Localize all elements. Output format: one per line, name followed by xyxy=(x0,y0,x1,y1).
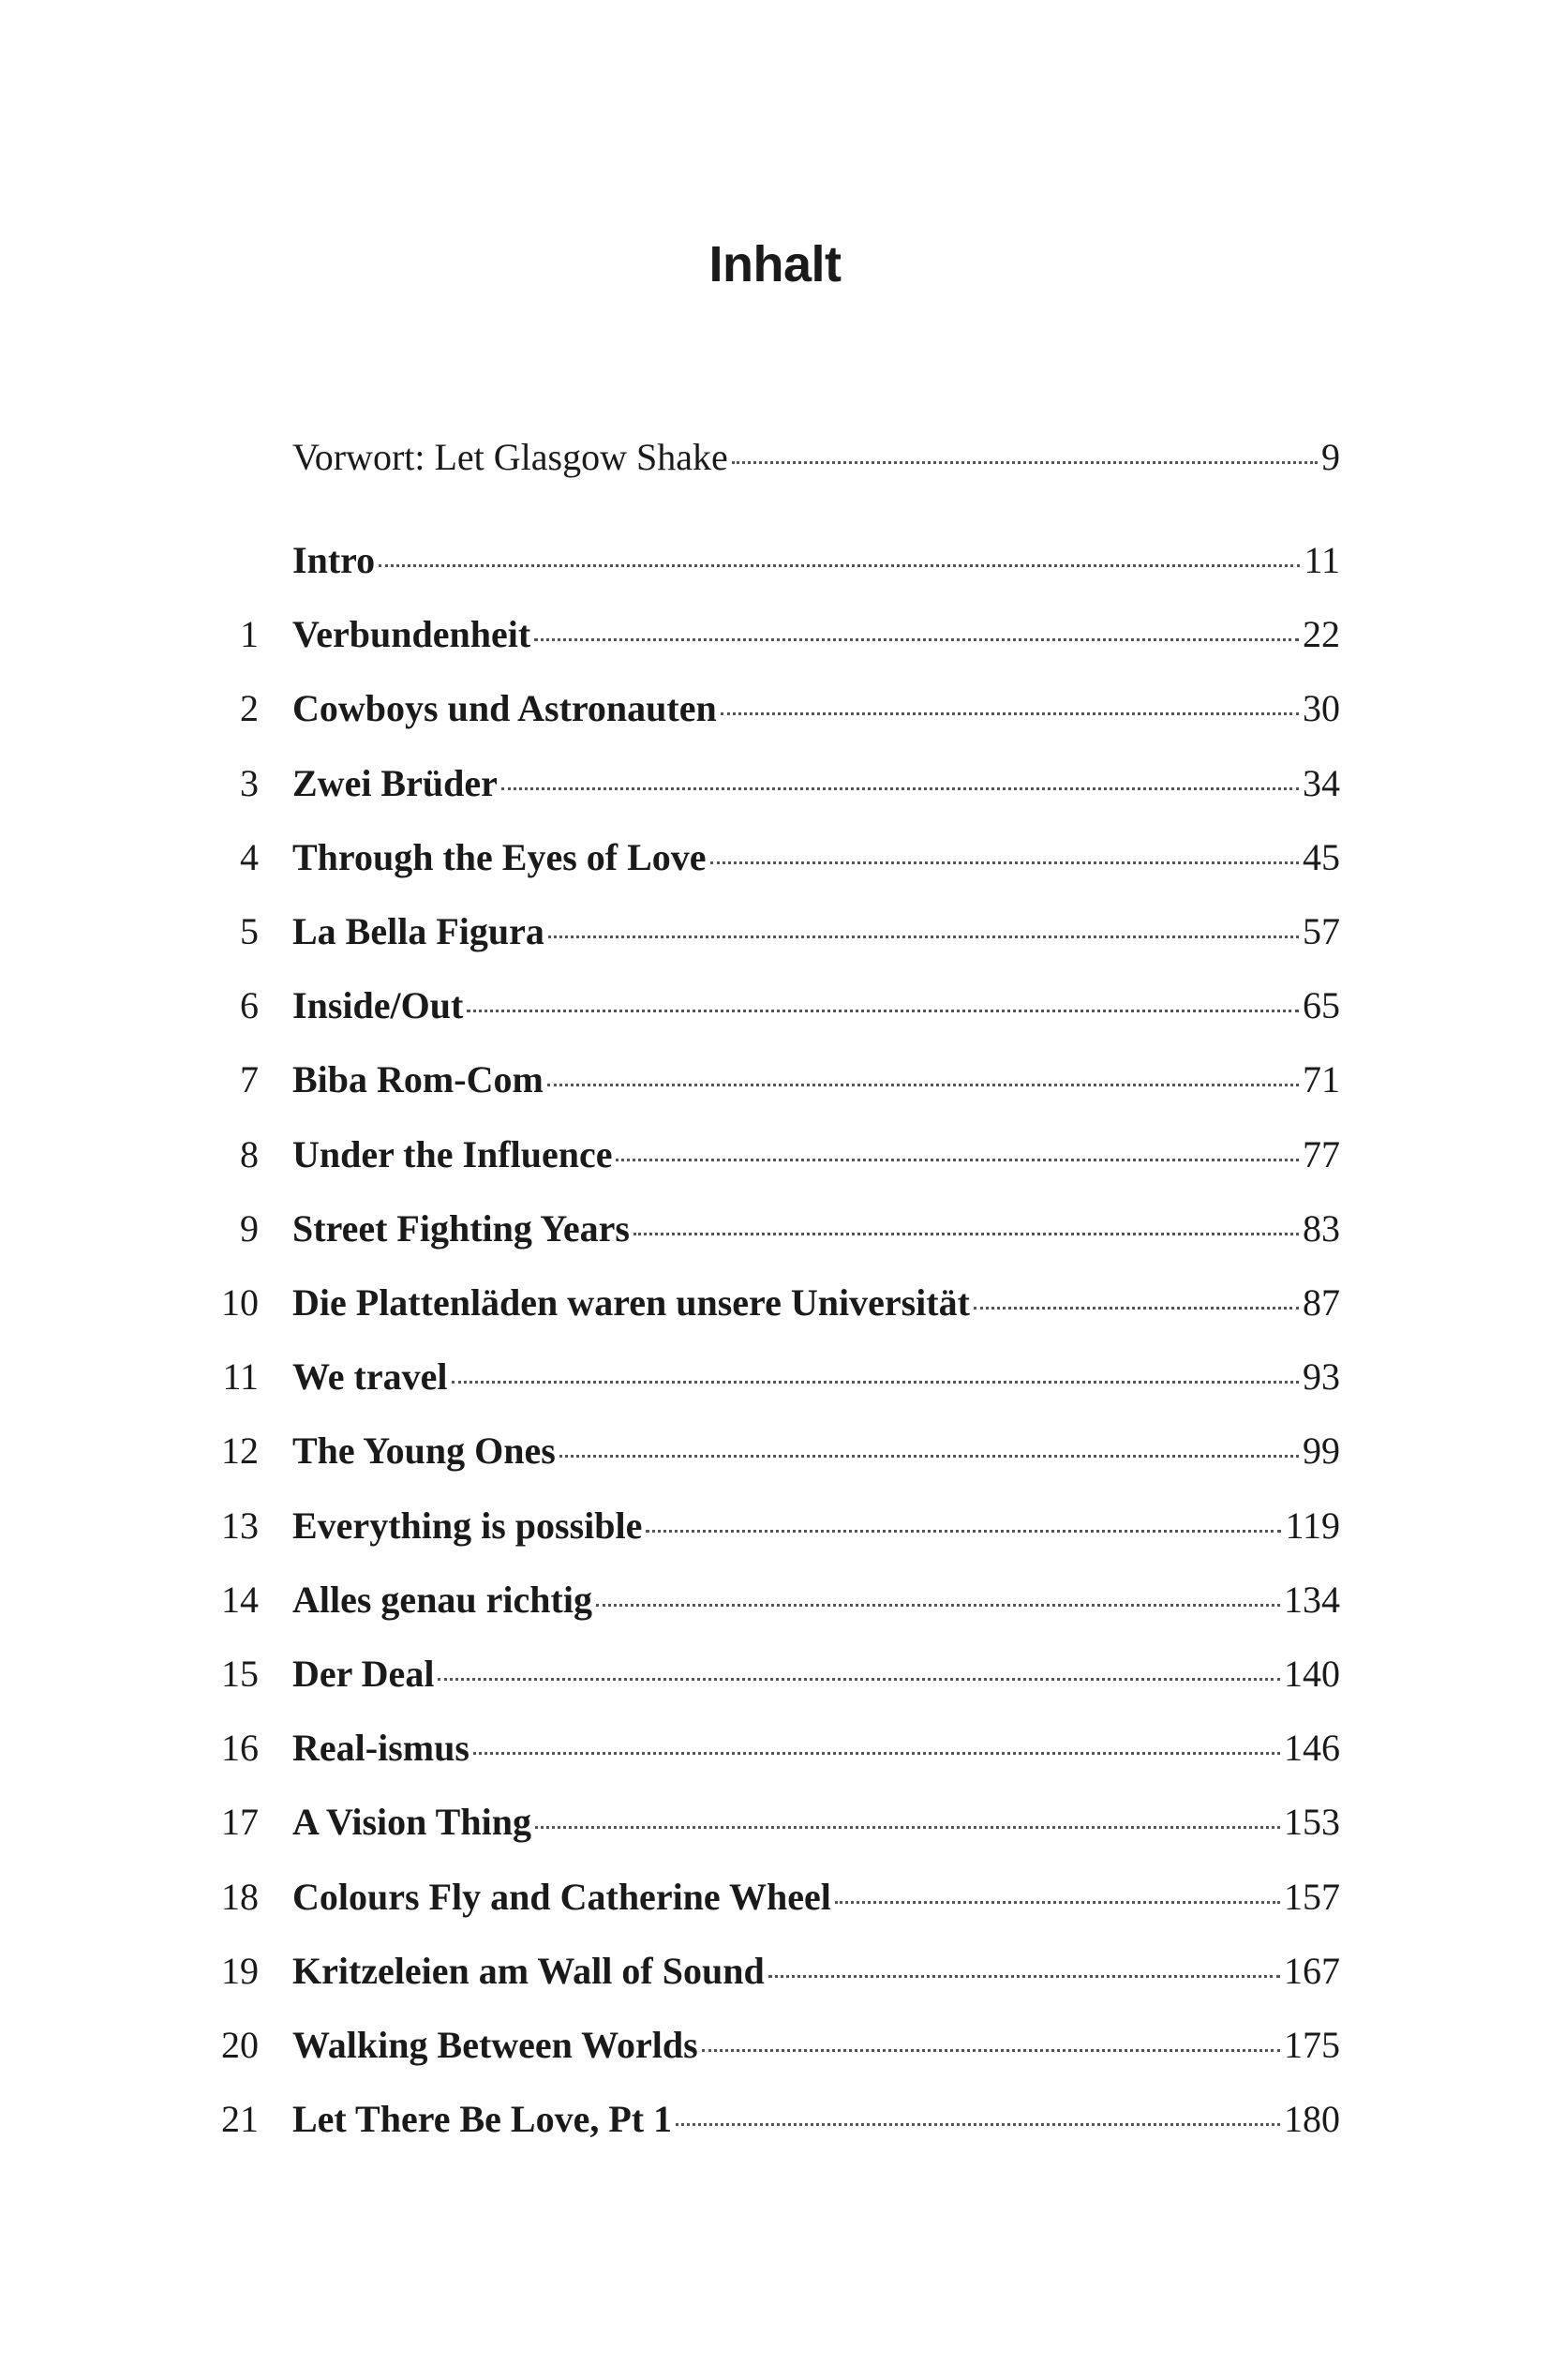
toc-entry-page: 146 xyxy=(1284,1727,1340,1770)
toc-entry xyxy=(187,2017,1340,2073)
toc-entry-number: 4 xyxy=(240,835,259,878)
toc-entry xyxy=(187,830,1340,886)
dot-leader xyxy=(974,1307,1299,1310)
toc-entry-label: Verbundenheit xyxy=(292,613,531,656)
toc-entry-page: 9 xyxy=(1321,436,1340,478)
toc-entry xyxy=(187,1349,1340,1405)
toc-entry-page: 71 xyxy=(1303,1058,1340,1101)
toc-entry-page: 153 xyxy=(1284,1801,1340,1844)
toc-entry xyxy=(187,681,1340,737)
dot-leader xyxy=(768,1975,1280,1978)
dot-leader xyxy=(710,861,1299,864)
dot-leader xyxy=(473,1752,1280,1755)
toc-entry-number: 11 xyxy=(222,1355,259,1399)
toc-entry-label: Kritzeleien am Wall of Sound xyxy=(292,1949,765,1992)
dot-leader xyxy=(501,787,1299,790)
toc-entry-number: 19 xyxy=(221,1949,259,1992)
toc-entry xyxy=(187,606,1340,663)
toc-entry xyxy=(187,1869,1340,1925)
dot-leader xyxy=(559,1455,1299,1458)
toc-entry-page: 140 xyxy=(1284,1653,1340,1695)
toc-entry xyxy=(187,532,1340,589)
toc-entry-page: 22 xyxy=(1303,613,1340,656)
dot-leader xyxy=(835,1901,1280,1904)
toc-entry-page: 83 xyxy=(1303,1206,1340,1250)
toc-entry-label: A Vision Thing xyxy=(292,1801,531,1844)
dot-leader xyxy=(379,564,1300,567)
toc-entry-page: 93 xyxy=(1303,1355,1340,1399)
toc-entry-number: 5 xyxy=(240,910,259,952)
toc-entry-label: Through the Eyes of Love xyxy=(292,835,707,878)
dot-leader xyxy=(438,1678,1280,1681)
toc-entry-label: Zwei Brüder xyxy=(292,761,498,804)
toc-entry-number: 9 xyxy=(240,1206,259,1250)
dot-leader xyxy=(534,638,1299,641)
toc-entry-number: 7 xyxy=(240,1058,259,1101)
toc-entry-number: 3 xyxy=(240,761,259,804)
toc-entry-number: 17 xyxy=(221,1801,259,1844)
toc-entry-number: 14 xyxy=(221,1578,259,1621)
toc-entry-page: 175 xyxy=(1284,2024,1340,2066)
toc-entry-page: 134 xyxy=(1284,1578,1340,1621)
toc-entry xyxy=(187,1498,1340,1554)
toc-entry-label: Under the Influence xyxy=(292,1132,613,1175)
toc-entry xyxy=(187,1423,1340,1479)
toc-entry xyxy=(187,904,1340,960)
toc-entry-page: 30 xyxy=(1303,687,1340,730)
toc-entry-page: 157 xyxy=(1284,1875,1340,1918)
dot-leader xyxy=(548,936,1299,938)
toc-entry-label: Inside/Out xyxy=(292,984,464,1027)
toc-entry-number: 15 xyxy=(221,1653,259,1695)
page-title: Inhalt xyxy=(708,236,842,292)
toc-entry-page: 34 xyxy=(1303,761,1340,804)
toc-entry xyxy=(187,1572,1340,1628)
toc-entry-number: 12 xyxy=(221,1429,259,1473)
toc-entry-number: 18 xyxy=(221,1875,259,1918)
toc-entry-page: 99 xyxy=(1303,1429,1340,1473)
toc-entry-page: 45 xyxy=(1303,835,1340,878)
toc-entry-label: Everything is possible xyxy=(292,1504,643,1547)
toc-entry-label: Vorwort: Let Glasgow Shake xyxy=(292,436,728,478)
dot-leader xyxy=(633,1233,1299,1235)
toc-entry-number: 13 xyxy=(221,1504,259,1547)
toc-entry-number: 21 xyxy=(221,2098,259,2141)
toc-entry-label: The Young Ones xyxy=(292,1429,556,1473)
dot-leader xyxy=(702,2049,1280,2052)
toc-entry-label: We travel xyxy=(292,1355,448,1399)
dot-leader xyxy=(616,1159,1299,1161)
toc-entry-label: La Bella Figura xyxy=(292,910,544,952)
toc-entry-page: 87 xyxy=(1303,1281,1340,1324)
toc-entry-number: 1 xyxy=(240,613,259,656)
toc-entry-label: Die Plattenläden waren unsere Universität xyxy=(292,1281,970,1324)
toc-entry-number: 16 xyxy=(221,1727,259,1770)
toc-entry-label: Intro xyxy=(292,539,376,581)
toc-entry-label: Real-ismus xyxy=(292,1727,469,1770)
toc-entry-number: 8 xyxy=(240,1132,259,1175)
toc-entry xyxy=(187,1275,1340,1331)
toc-entry xyxy=(187,1794,1340,1850)
toc-entry-number: 6 xyxy=(240,984,259,1027)
toc-entry-number: 2 xyxy=(240,687,259,730)
toc-entry-page: 180 xyxy=(1284,2098,1340,2141)
toc-entry xyxy=(187,756,1340,812)
toc-entry xyxy=(187,1201,1340,1257)
toc-entry-label: Biba Rom-Com xyxy=(292,1058,544,1101)
toc-entry-page: 11 xyxy=(1304,539,1340,581)
toc-entry xyxy=(187,1943,1340,1999)
toc-entry xyxy=(187,1646,1340,1702)
dot-leader xyxy=(676,2123,1280,2126)
toc-entry-label: Walking Between Worlds xyxy=(292,2024,698,2066)
dot-leader xyxy=(721,712,1299,715)
toc-entry-label: Der Deal xyxy=(292,1653,435,1695)
toc-entry-number: 20 xyxy=(221,2024,259,2066)
toc-entry-page: 167 xyxy=(1284,1949,1340,1992)
toc-entry-label: Colours Fly and Catherine Wheel xyxy=(292,1875,831,1918)
toc-entry xyxy=(187,1052,1340,1108)
toc-entry xyxy=(187,2091,1340,2148)
dot-leader xyxy=(596,1604,1280,1607)
toc-entry-page: 119 xyxy=(1285,1504,1340,1547)
toc-entry xyxy=(187,978,1340,1034)
toc-entry-label: Street Fighting Years xyxy=(292,1206,630,1250)
dot-leader xyxy=(452,1381,1300,1384)
dot-leader xyxy=(467,1010,1299,1012)
toc-entry-foreword xyxy=(187,429,1340,486)
toc-entry-page: 65 xyxy=(1303,984,1340,1027)
toc-entry xyxy=(187,1127,1340,1183)
dot-leader xyxy=(547,1084,1299,1086)
dot-leader xyxy=(732,461,1318,464)
dot-leader xyxy=(646,1530,1281,1533)
toc-entry xyxy=(187,1720,1340,1776)
toc-entry-page: 57 xyxy=(1303,910,1340,952)
toc-entry-label: Cowboys und Astronauten xyxy=(292,687,717,730)
toc-entry-number: 10 xyxy=(221,1281,259,1324)
dot-leader xyxy=(535,1826,1280,1829)
toc-entry-page: 77 xyxy=(1303,1132,1340,1175)
toc-entry-label: Alles genau richtig xyxy=(292,1578,592,1621)
toc-entry-label: Let There Be Love, Pt 1 xyxy=(292,2098,673,2141)
